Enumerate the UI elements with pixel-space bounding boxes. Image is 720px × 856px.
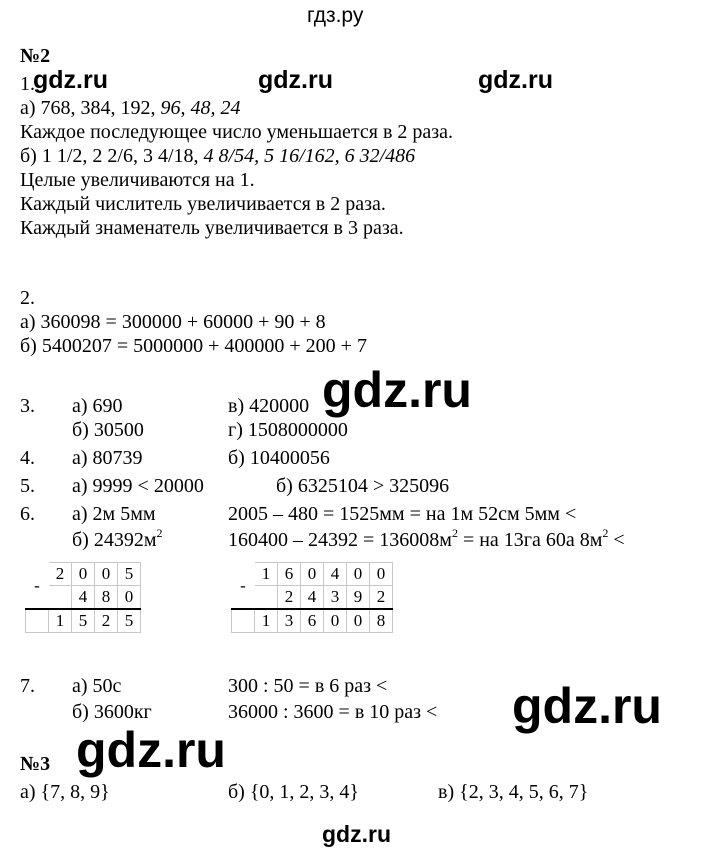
item-7b-calculation: 36000 : 3600 = в 10 раз < [228, 701, 438, 723]
item-2b-expansion: б) 5400207 = 5000000 + 400000 + 200 + 7 [20, 335, 367, 357]
item-6b-exponent: 2 [156, 526, 163, 541]
column-subtraction-1 [25, 562, 141, 633]
digit-cell: 5 [118, 563, 141, 586]
digit-cell: 8 [370, 609, 393, 633]
digit-cell: 9 [347, 586, 370, 610]
digit-cell: 4 [324, 563, 347, 586]
minus-sign: - [232, 563, 255, 610]
item-1b-line [20, 144, 415, 168]
digit-cell [232, 609, 255, 633]
watermark: gdz.ru [478, 66, 553, 94]
digit-cell: 4 [301, 586, 324, 610]
item-6b-calc-exponent: 2 [451, 526, 458, 541]
watermark: gdz.ru [258, 66, 333, 94]
item-7b: б) 3600кг [72, 701, 152, 723]
item-7-number: 7. [20, 675, 35, 697]
task-3a-set: а) {7, 8, 9} [20, 781, 110, 803]
digit-cell: 2 [370, 586, 393, 610]
item-1b-note: Каждый числитель увеличивается в 2 раза. [20, 193, 386, 215]
digit-cell: 1 [255, 609, 278, 633]
item-6-number: 6. [20, 503, 35, 525]
item-6b-calc-part: 160400 – 24392 = 136008м [228, 529, 452, 551]
watermark: gdz.ru [512, 678, 662, 734]
digit-cell: 0 [347, 563, 370, 586]
digit-cell: 0 [324, 609, 347, 633]
item-1b-note: Целые увеличиваются на 1. [20, 169, 255, 191]
watermark: gdz.ru [33, 66, 108, 94]
item-4-number: 4. [20, 447, 35, 469]
item-4b: б) 10400056 [228, 447, 330, 469]
item-5b: б) 6325104 > 325096 [276, 475, 450, 497]
item-3a: а) 690 [72, 395, 123, 417]
digit-cell: 2 [49, 563, 72, 586]
column-subtraction-2 [231, 562, 393, 633]
digit-cell: 0 [118, 586, 141, 610]
item-2-number: 2. [20, 287, 35, 309]
item-5-number: 5. [20, 475, 35, 497]
item-3v: в) 420000 [228, 395, 310, 417]
site-watermark-header: гдз.ру [307, 4, 364, 27]
digit-cell: 3 [324, 586, 347, 610]
item-6a: а) 2м 5мм [72, 503, 156, 525]
digit-cell: 2 [95, 609, 118, 633]
task-3v-set: в) {2, 3, 4, 5, 6, 7} [438, 781, 589, 803]
item-3b: б) 30500 [72, 419, 144, 441]
digit-cell: 5 [118, 609, 141, 633]
item-1-number: 1. [20, 73, 35, 95]
task-3-title: №3 [20, 753, 51, 775]
item-6b [72, 528, 163, 552]
item-1a-sequence: а) 768, 384, 192, [20, 97, 161, 119]
digit-cell: 3 [278, 609, 301, 633]
item-6a-calculation: 2005 – 480 = 1525мм = на 1м 52см 5мм < [228, 503, 577, 525]
digit-cell: 2 [278, 586, 301, 610]
digit-cell: 8 [95, 586, 118, 610]
watermark: gdz.ru [76, 722, 226, 778]
digit-cell [255, 586, 278, 610]
item-3-number: 3. [20, 395, 35, 417]
digit-cell: 6 [278, 563, 301, 586]
digit-cell [26, 609, 49, 633]
task-3b-set: б) {0, 1, 2, 3, 4} [228, 781, 360, 803]
item-6b-calc-exponent: 2 [602, 526, 609, 541]
item-1a-line [20, 96, 241, 120]
digit-cell: 0 [347, 609, 370, 633]
item-4a: а) 80739 [72, 447, 143, 469]
item-6b-calc-part: = на 13га 60а 8м [457, 529, 603, 551]
item-6b-calc-part: < [608, 529, 625, 551]
digit-cell: 6 [301, 609, 324, 633]
task-2-title: №2 [20, 45, 51, 67]
digit-cell: 1 [49, 609, 72, 633]
item-1b-note: Каждый знаменатель увеличивается в 3 раза. [20, 217, 404, 239]
watermark: gdz.ru [322, 362, 472, 418]
item-6b-calculation [228, 528, 625, 552]
minus-sign: - [26, 563, 49, 610]
item-3g: г) 1508000000 [228, 419, 348, 441]
item-5a: а) 9999 < 20000 [72, 475, 204, 497]
item-1b-answer: 4 8/54, 5 16/162, 6 32/486 [203, 145, 416, 167]
digit-cell: 0 [72, 563, 95, 586]
digit-cell [49, 586, 72, 610]
digit-cell: 4 [72, 586, 95, 610]
item-1a-answer: 96, 48, 24 [160, 97, 241, 119]
item-7a-calculation: 300 : 50 = в 6 раз < [228, 675, 388, 697]
digit-cell: 1 [255, 563, 278, 586]
item-6b-value: б) 24392м [72, 529, 157, 551]
site-watermark-footer: gdz.ru [322, 821, 391, 847]
item-7a: а) 50с [72, 675, 122, 697]
item-1a-note: Каждое последующее число уменьшается в 2 раза. [20, 121, 454, 143]
digit-cell: 0 [301, 563, 324, 586]
digit-cell: 0 [370, 563, 393, 586]
digit-cell: 0 [95, 563, 118, 586]
item-2a-expansion: а) 360098 = 300000 + 60000 + 90 + 8 [20, 311, 326, 333]
item-1b-sequence: б) 1 1/2, 2 2/6, 3 4/18, [20, 145, 204, 167]
digit-cell: 5 [72, 609, 95, 633]
